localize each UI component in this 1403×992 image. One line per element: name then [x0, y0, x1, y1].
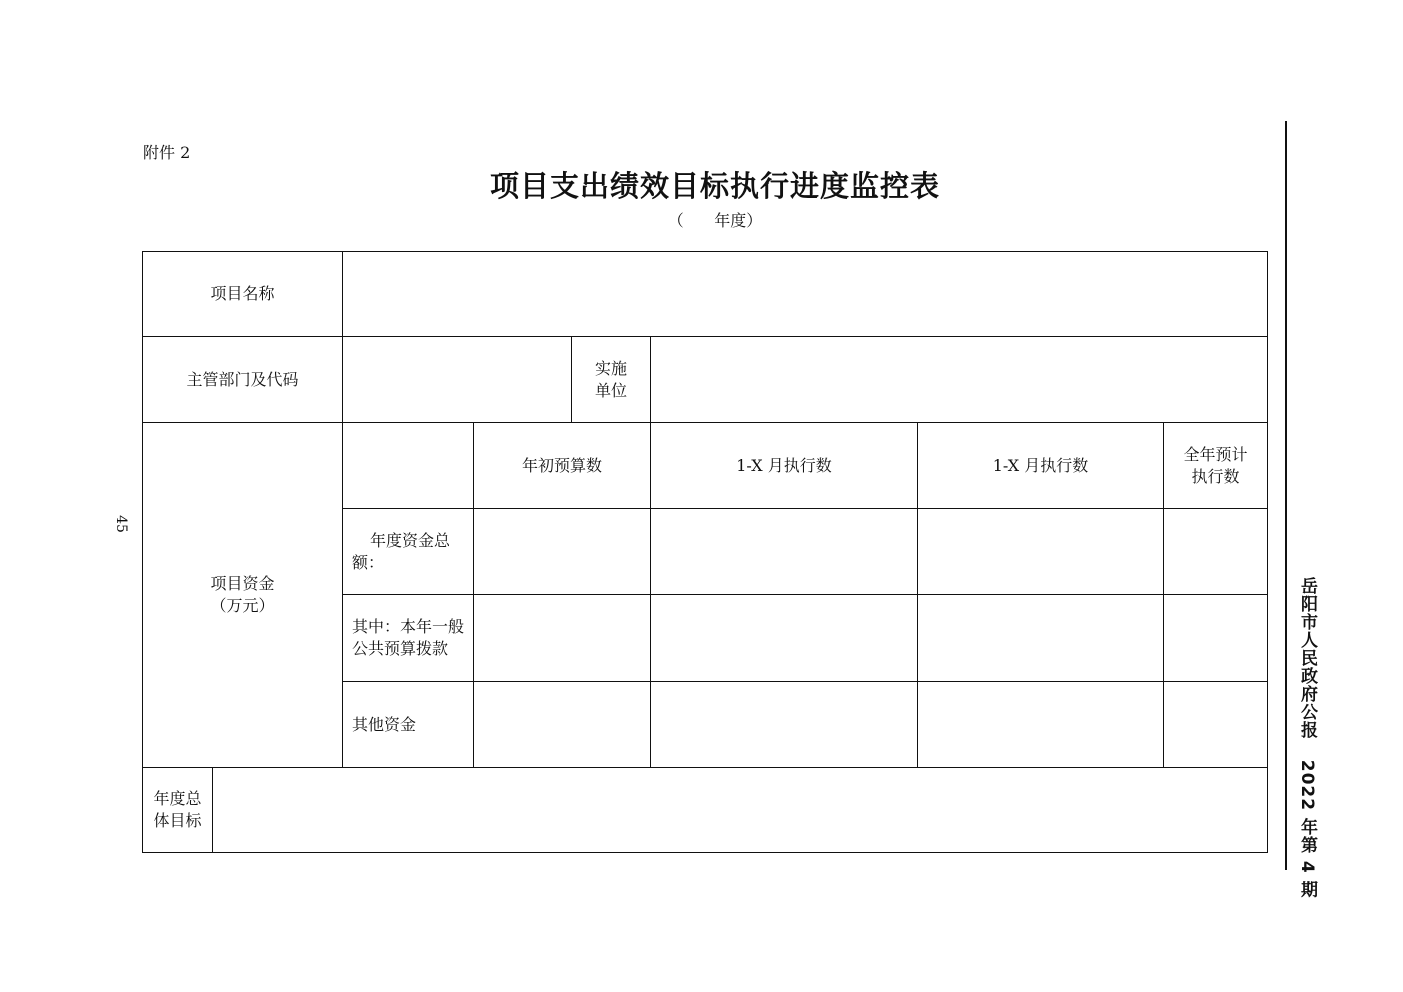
annual-goal-value[interactable]: [212, 767, 1268, 853]
impl-unit-value[interactable]: [650, 336, 1268, 423]
dept-label: 主管部门及代码: [142, 336, 343, 423]
year-subtitle: （ 年度）: [667, 211, 763, 230]
table-cell[interactable]: [473, 594, 651, 682]
table-cell[interactable]: [1163, 681, 1268, 768]
table-cell[interactable]: [650, 508, 918, 595]
project-name-label: 项目名称: [142, 251, 343, 337]
funds-label: 项目资金（万元）: [142, 422, 343, 768]
table-cell[interactable]: [1163, 594, 1268, 682]
table-cell[interactable]: [473, 508, 651, 595]
header-executed-2: 1-X 月执行数: [917, 422, 1164, 509]
side-rule: [1285, 121, 1287, 870]
table-cell[interactable]: [650, 681, 918, 768]
attachment-label: 附件 2: [143, 143, 191, 162]
table-cell[interactable]: [917, 508, 1164, 595]
page-title: 项目支出绩效目标执行进度监控表: [489, 169, 940, 203]
header-initial-budget: 年初预算数: [473, 422, 651, 509]
table-cell[interactable]: [650, 594, 918, 682]
row-label-other-funds: 其他资金: [342, 681, 474, 768]
row-label-general-budget: 其中：本年一般公共预算拨款: [342, 594, 474, 682]
page-number: 45: [112, 515, 129, 533]
impl-unit-label: 实施单位: [571, 336, 651, 423]
dept-value[interactable]: [342, 336, 572, 423]
side-header: 岳阳市人民政府公报 2022 年第 4 期: [1297, 577, 1317, 899]
annual-goal-label: 年度总体目标: [142, 767, 213, 853]
row-label-total: 年度资金总额：: [342, 508, 474, 595]
header-annual-forecast: 全年预计执行数: [1163, 422, 1268, 509]
table-cell[interactable]: [473, 681, 651, 768]
table-cell[interactable]: [1163, 508, 1268, 595]
header-blank: [342, 422, 474, 509]
project-name-value[interactable]: [342, 251, 1268, 337]
table-cell[interactable]: [917, 594, 1164, 682]
header-executed-1: 1-X 月执行数: [650, 422, 918, 509]
table-cell[interactable]: [917, 681, 1164, 768]
